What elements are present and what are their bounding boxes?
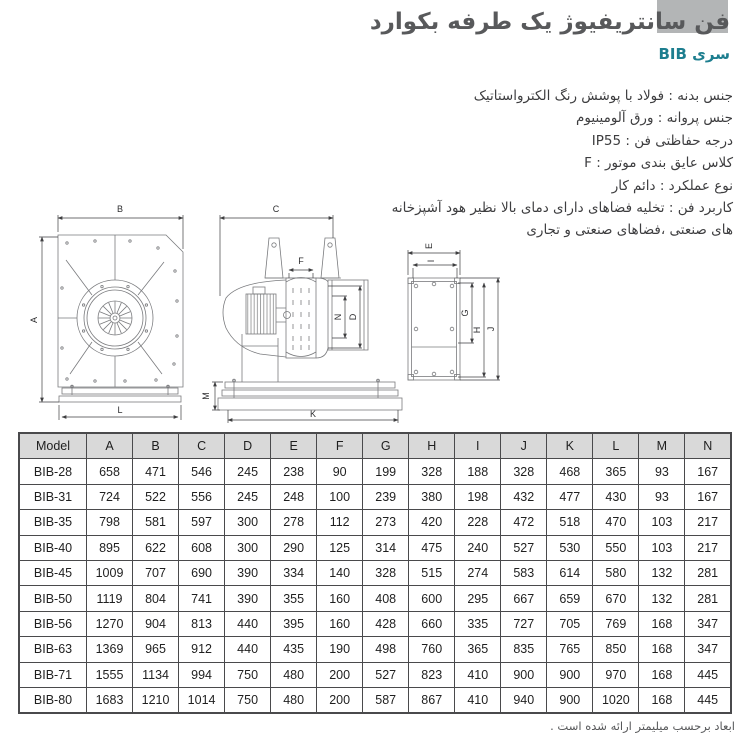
value-cell: 334 <box>271 560 317 585</box>
dim-label-a: A <box>29 316 39 324</box>
column-header: M <box>639 433 685 459</box>
value-cell: 583 <box>501 560 547 585</box>
value-cell: 475 <box>409 535 455 560</box>
value-cell: 480 <box>271 662 317 687</box>
value-cell: 198 <box>455 484 501 509</box>
side-view-dimensions <box>212 215 398 423</box>
model-cell: BIB-80 <box>19 687 87 713</box>
model-cell: BIB-35 <box>19 510 87 535</box>
value-cell: 470 <box>593 510 639 535</box>
value-cell: 328 <box>409 459 455 484</box>
value-cell: 90 <box>317 459 363 484</box>
value-cell: 1555 <box>87 662 133 687</box>
side-view-drawing <box>218 238 402 410</box>
column-header: E <box>271 433 317 459</box>
value-cell: 290 <box>271 535 317 560</box>
column-header: A <box>87 433 133 459</box>
value-cell: 900 <box>501 662 547 687</box>
front-view-dimensions <box>39 215 183 420</box>
value-cell: 239 <box>363 484 409 509</box>
outlet-view-dimensions <box>408 250 500 380</box>
value-cell: 238 <box>271 459 317 484</box>
column-header: G <box>363 433 409 459</box>
table-row <box>19 484 731 509</box>
value-cell: 804 <box>133 586 179 611</box>
value-cell: 622 <box>133 535 179 560</box>
value-cell: 410 <box>455 687 501 713</box>
value-cell: 835 <box>501 637 547 662</box>
value-cell: 518 <box>547 510 593 535</box>
value-cell: 125 <box>317 535 363 560</box>
value-cell: 410 <box>455 662 501 687</box>
model-cell: BIB-28 <box>19 459 87 484</box>
value-cell: 380 <box>409 484 455 509</box>
value-cell: 515 <box>409 560 455 585</box>
value-cell: 900 <box>547 662 593 687</box>
table-row <box>19 662 731 687</box>
table-row <box>19 510 731 535</box>
dim-label-c: C <box>272 204 280 214</box>
value-cell: 395 <box>271 611 317 636</box>
value-cell: 707 <box>133 560 179 585</box>
table-row <box>19 687 731 713</box>
dim-label-l: L <box>117 405 123 415</box>
value-cell: 522 <box>133 484 179 509</box>
model-cell: BIB-63 <box>19 637 87 662</box>
value-cell: 240 <box>455 535 501 560</box>
value-cell: 813 <box>179 611 225 636</box>
value-cell: 670 <box>593 586 639 611</box>
dim-label-k: K <box>309 409 317 419</box>
value-cell: 365 <box>455 637 501 662</box>
dim-label-i: I <box>426 259 436 263</box>
value-cell: 140 <box>317 560 363 585</box>
value-cell: 335 <box>455 611 501 636</box>
dim-label-e: E <box>424 242 434 250</box>
value-cell: 994 <box>179 662 225 687</box>
value-cell: 217 <box>685 535 731 560</box>
value-cell: 1020 <box>593 687 639 713</box>
value-cell: 168 <box>639 611 685 636</box>
value-cell: 245 <box>225 484 271 509</box>
value-cell: 167 <box>685 459 731 484</box>
value-cell: 867 <box>409 687 455 713</box>
value-cell: 587 <box>363 687 409 713</box>
dim-label-h: H <box>472 326 482 334</box>
table-body <box>19 459 731 713</box>
value-cell: 550 <box>593 535 639 560</box>
model-cell: BIB-31 <box>19 484 87 509</box>
column-header: I <box>455 433 501 459</box>
value-cell: 471 <box>133 459 179 484</box>
value-cell: 408 <box>363 586 409 611</box>
value-cell: 765 <box>547 637 593 662</box>
value-cell: 274 <box>455 560 501 585</box>
value-cell: 600 <box>409 586 455 611</box>
column-header: J <box>501 433 547 459</box>
value-cell: 527 <box>501 535 547 560</box>
value-cell: 440 <box>225 611 271 636</box>
model-cell: BIB-45 <box>19 560 87 585</box>
value-cell: 1134 <box>133 662 179 687</box>
value-cell: 245 <box>225 459 271 484</box>
value-cell: 428 <box>363 611 409 636</box>
value-cell: 93 <box>639 484 685 509</box>
value-cell: 900 <box>547 687 593 713</box>
value-cell: 295 <box>455 586 501 611</box>
value-cell: 432 <box>501 484 547 509</box>
value-cell: 468 <box>547 459 593 484</box>
table-row <box>19 637 731 662</box>
value-cell: 168 <box>639 662 685 687</box>
value-cell: 300 <box>225 510 271 535</box>
value-cell: 1369 <box>87 637 133 662</box>
value-cell: 440 <box>225 637 271 662</box>
value-cell: 970 <box>593 662 639 687</box>
value-cell: 750 <box>225 687 271 713</box>
value-cell: 1014 <box>179 687 225 713</box>
value-cell: 965 <box>133 637 179 662</box>
value-cell: 904 <box>133 611 179 636</box>
model-cell: BIB-56 <box>19 611 87 636</box>
value-cell: 281 <box>685 560 731 585</box>
value-cell: 112 <box>317 510 363 535</box>
dim-label-f: F <box>298 256 304 266</box>
value-cell: 741 <box>179 586 225 611</box>
model-cell: BIB-71 <box>19 662 87 687</box>
spec-line: نوع عملکرد : دائم کار <box>611 177 733 194</box>
spec-line: درجه حفاظتی فن : IP55 <box>591 132 733 149</box>
value-cell: 527 <box>363 662 409 687</box>
outlet-view-drawing <box>408 278 460 380</box>
value-cell: 750 <box>225 662 271 687</box>
value-cell: 477 <box>547 484 593 509</box>
spec-line: کاربرد فن : تخلیه فضاهای دارای دمای بالا نظیر هود آشپزخانه های صنعتی ،فضاهای صنعتی و تجاری <box>391 200 733 239</box>
value-cell: 823 <box>409 662 455 687</box>
value-cell: 597 <box>179 510 225 535</box>
dimensions-table <box>18 432 732 714</box>
spec-line: جنس پروانه : ورق آلومینیوم <box>576 110 733 127</box>
value-cell: 168 <box>639 687 685 713</box>
value-cell: 281 <box>685 586 731 611</box>
value-cell: 608 <box>179 535 225 560</box>
value-cell: 1683 <box>87 687 133 713</box>
value-cell: 940 <box>501 687 547 713</box>
value-cell: 1210 <box>133 687 179 713</box>
bolt-holes <box>61 240 178 382</box>
value-cell: 850 <box>593 637 639 662</box>
value-cell: 314 <box>363 535 409 560</box>
footer-note: ابعاد برحسب میلیمتر ارائه شده است . <box>550 719 735 733</box>
value-cell: 160 <box>317 586 363 611</box>
column-header: K <box>547 433 593 459</box>
value-cell: 445 <box>685 687 731 713</box>
column-header: C <box>179 433 225 459</box>
dim-label-g: G <box>460 309 470 317</box>
value-cell: 556 <box>179 484 225 509</box>
value-cell: 498 <box>363 637 409 662</box>
value-cell: 530 <box>547 535 593 560</box>
value-cell: 199 <box>363 459 409 484</box>
table-row <box>19 611 731 636</box>
value-cell: 328 <box>501 459 547 484</box>
dim-label-m: M <box>201 392 211 400</box>
column-header: D <box>225 433 271 459</box>
value-cell: 659 <box>547 586 593 611</box>
model-cell: BIB-40 <box>19 535 87 560</box>
value-cell: 1009 <box>87 560 133 585</box>
value-cell: 190 <box>317 637 363 662</box>
technical-drawings <box>10 196 540 436</box>
value-cell: 132 <box>639 560 685 585</box>
value-cell: 581 <box>133 510 179 535</box>
column-header: B <box>133 433 179 459</box>
front-view-drawing <box>58 235 183 402</box>
value-cell: 769 <box>593 611 639 636</box>
dim-label-j: J <box>486 326 496 332</box>
value-cell: 480 <box>271 687 317 713</box>
value-cell: 103 <box>639 510 685 535</box>
value-cell: 1119 <box>87 586 133 611</box>
value-cell: 132 <box>639 586 685 611</box>
value-cell: 798 <box>87 510 133 535</box>
value-cell: 727 <box>501 611 547 636</box>
value-cell: 328 <box>363 560 409 585</box>
value-cell: 390 <box>225 586 271 611</box>
value-cell: 273 <box>363 510 409 535</box>
page-title: فن سانتریفیوژ یک طرفه بکوارد <box>369 9 730 35</box>
model-cell: BIB-50 <box>19 586 87 611</box>
value-cell: 445 <box>685 662 731 687</box>
value-cell: 168 <box>639 637 685 662</box>
value-cell: 660 <box>409 611 455 636</box>
value-cell: 355 <box>271 586 317 611</box>
value-cell: 614 <box>547 560 593 585</box>
dim-label-n: N <box>333 313 343 321</box>
value-cell: 300 <box>225 535 271 560</box>
value-cell: 200 <box>317 662 363 687</box>
value-cell: 472 <box>501 510 547 535</box>
value-cell: 1270 <box>87 611 133 636</box>
value-cell: 347 <box>685 637 731 662</box>
value-cell: 705 <box>547 611 593 636</box>
series-label: سری BIB <box>658 45 730 63</box>
value-cell: 167 <box>685 484 731 509</box>
value-cell: 188 <box>455 459 501 484</box>
column-header: L <box>593 433 639 459</box>
value-cell: 200 <box>317 687 363 713</box>
spec-line: کلاس عایق بندی موتور : F <box>584 155 733 172</box>
value-cell: 724 <box>87 484 133 509</box>
column-header: F <box>317 433 363 459</box>
value-cell: 160 <box>317 611 363 636</box>
table-row <box>19 459 731 484</box>
dim-label-b: B <box>116 204 124 214</box>
value-cell: 217 <box>685 510 731 535</box>
value-cell: 658 <box>87 459 133 484</box>
value-cell: 430 <box>593 484 639 509</box>
value-cell: 420 <box>409 510 455 535</box>
table-row <box>19 535 731 560</box>
value-cell: 248 <box>271 484 317 509</box>
column-header: H <box>409 433 455 459</box>
column-header: Model <box>19 433 87 459</box>
value-cell: 347 <box>685 611 731 636</box>
value-cell: 895 <box>87 535 133 560</box>
value-cell: 228 <box>455 510 501 535</box>
value-cell: 278 <box>271 510 317 535</box>
value-cell: 103 <box>639 535 685 560</box>
value-cell: 690 <box>179 560 225 585</box>
value-cell: 912 <box>179 637 225 662</box>
value-cell: 435 <box>271 637 317 662</box>
spec-line: جنس بدنه : فولاد با پوشش رنگ الکترواستاتیک <box>473 88 733 104</box>
value-cell: 390 <box>225 560 271 585</box>
dim-label-d: D <box>348 313 358 321</box>
value-cell: 100 <box>317 484 363 509</box>
value-cell: 546 <box>179 459 225 484</box>
column-header: N <box>685 433 731 459</box>
table-row <box>19 586 731 611</box>
value-cell: 760 <box>409 637 455 662</box>
value-cell: 580 <box>593 560 639 585</box>
value-cell: 93 <box>639 459 685 484</box>
table-header-row <box>19 433 731 459</box>
value-cell: 365 <box>593 459 639 484</box>
value-cell: 667 <box>501 586 547 611</box>
table-row <box>19 560 731 585</box>
